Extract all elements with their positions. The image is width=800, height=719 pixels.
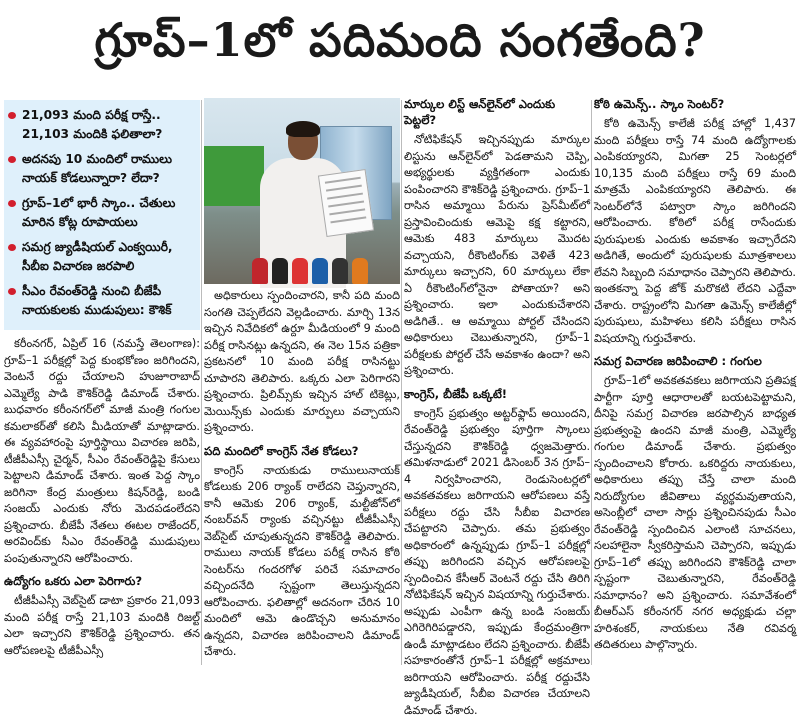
article-paragraph: కరీంనగర్, ఏప్రిల్ 16 (నమస్తే తెలంగాణ): గ్రూప్–1 పరీక్షల్లో పెద్ద కుంభకోణం జరిగిందని, వెంటనే రద్దు చేయాలని హుజూరాబాద్ ఎమ్మెల్యే పాడి కౌశిక్‌రెడ్డి డిమాండ్ చేశారు. బుధవారం కరీంనగర్‌లో మాజీ మంత్రి గంగుల కమలాకర్‌తో కలిసి మీడియాతో మాట్లాడారు. ఈ వ్యవహారంపై పూర్తిస్థాయి విచారణ జరిపి, టీజీపీఎస్సీ చైర్మన్, సీఎం రేవంత్‌రెడ్డిపై కేసులు పెట్టాలని డిమాండ్ చేశారు. ఇంత పెద్ద స్కాం జరిగినా కేంద్ర మంత్రులు కిషన్‌రెడ్డి, బండి సంజయ్ ఎందుకు నోరు మెదపడంలేదని ప్రశ్నించారు. బీజేపీ నేతలు ఈటల రాజేందర్, అరవింద్‌కు సీఎం రేవంత్‌రెడ్డి ముడుపులు పంపుతున్నారని ఆరోపించారు.: [4, 336, 200, 567]
article-paragraph: నోటిఫికేషన్ ఇచ్చినప్పుడు మార్కుల లిస్టును ఆన్‌లైన్‌లో పెడతామని చెప్పి, అభ్యర్థులకు వ్యక్తిగతంగా ఎందుకు పంపించారని కౌశిక్‌రెడ్డి ప్రశ్నించారు. గ్రూప్–1 రాసిన అమ్మాయి పేరును ప్రెస్‌మీట్‌లో ప్రస్తావించిందుకు ఆమెపై కక్ష కట్టారని, ఆమెకు 483 మార్కులు మొదట వచ్చాయని, రీకౌంటింగ్‌కు వెళితే 423 మార్కులు ఇచ్చారని, 60 మార్కులు లేకా ఏ రీకౌంటింగ్‌లోనైనా పోతాయా? అని ప్రశ్నించారు. ఇలా ఎందుకుచేశారని అడిగితే.. ఆ అమ్మాయి పోర్టల్ చేసిందని అధికారులు చెబుతున్నారని, గ్రూప్–1 పరీక్షలకు పోర్టల్ చేసే అవకాశం ఉందా? అని ప్రశ్నించారు.: [404, 132, 590, 380]
subheading: కోఠి ఉమెన్స్.. స్కాం సెంటర్?: [594, 96, 796, 112]
article-paragraph: కాంగ్రెస్ ప్రభుత్వం అట్టర్‌ఫ్లాప్ అయిందని, రేవంత్‌రెడ్డి ప్రభుత్వం పూర్తిగా స్కాంలు చేస్తున్నదని కౌశిక్‌రెడ్డి ధ్వజమెత్తారు. తమిళనాడులో 2021 డిసెంబర్ 3న గ్రూప్–4 నిర్వహించారని, రెండుసెంటర్లలో అవకతవకలు జరిగాయని ఆరోపణలు వస్తే పరీక్షలు రద్దు చేసి సీబీఐ విచారణ చేపట్టారని చెప్పారు. తమ ప్రభుత్వం అధికారంలో ఉన్నప్పుడు గ్రూప్–1 పరీక్షల్లో తప్పు జరిగిందని వచ్చిన ఆరోపణలపై స్పందించిన కేసీఆర్ వెంటనే రద్దు చేసి తిరిగి నోటిఫికేషన్ ఇచ్చిన విషయాన్ని గుర్తుచేశారు. అప్పుడు ఎంపీగా ఉన్న బండి సంజయ్ ఎగిరెగిరిపడ్డారని, ఇప్పుడు కేంద్రమంత్రిగా ఉండీ మాట్లాడటం లేదని ప్రశ్నించారు. బీజేపీ సహకారంతోనే గ్రూప్–1 పరీక్షల్లో అక్రమాలు జరిగాయని ఆరోపించారు. పరీక్ష రద్దుచేసి జ్యుడీషియల్, సీబీఐ విచారణ చేయాలని డిమాండ్ చేశారు.: [404, 406, 590, 719]
bullet-icon: [8, 156, 16, 163]
news-photo: [204, 98, 400, 284]
article-paragraph: అధికారులు స్పందించారని, కానీ పది మంది సంగతి చెప్పలేదని వెల్లడించారు. మార్చి 13న ఇచ్చిన నివేదికలో ఉర్దూ మీడియంలో 9 మంది పరీక్ష రాసినట్లు ఉన్నదని, ఈ నెల 15న పత్రికా ప్రకటనలో 10 మంది పరీక్ష రాసినట్టు చూపారని తెలిపారు. ఒక్కరు ఎలా పెరిగారని ప్రశ్నించారు. ప్రిలిమ్స్‌కు ఇచ్చిన హాల్ టికెట్లు, మెయిన్స్‌కు ఎందుకు మార్పులు వచ్చాయని ప్రశ్నించారు.: [204, 288, 400, 437]
subheading: సమగ్ర విచారణ జరిపించాలి : గంగుల: [594, 353, 796, 369]
highlights-box: [4, 100, 200, 330]
subheading: మార్కుల లిస్ట్ ఆన్‌లైన్‌లో ఎందుకు పెట్టలే?: [404, 96, 590, 128]
column-divider: [591, 100, 592, 665]
column-3: [404, 92, 590, 669]
column-4: [594, 92, 796, 669]
column-2: [204, 92, 400, 669]
photo-banner: [204, 146, 264, 206]
article-paragraph: కాంగ్రెస్ నాయకుడు రాములునాయక్ కోడలుకు 206 ర్యాంక్ రాలేదని చెప్తున్నారని, కానీ ఆమెకు 206 ర్యాంక్, మల్టీజోన్‌లో నంబర్‌వన్ ర్యాంకు వచ్చినట్టు టీజీపీఎస్సీ వెబ్‌సైట్ చూపుతున్నదని కౌశిక్‌రెడ్డి తెలిపారు. రాములు నాయక్ కోడలు పరీక్ష రాసిన కోఠి సెంటర్‌ను గందరగోళ పరిచే సమాచారం వచ్చిందనేది స్పష్టంగా తెలుస్తున్నదని ఆరోపించారు. ఫలితాల్లో అదనంగా చేరిన 10 మందిలో ఆమె ఉండొచ్చని అనుమానం ఉన్నదని, విచారణ జరిపించాలని డిమాండ్ చేశారు.: [204, 463, 400, 661]
headline-bar: [0, 0, 800, 92]
highlight-item: సీఎం రేవంత్‌రెడ్డి నుంచి బీజేపీ నాయకులకు ముడుపులు: కౌశిక్: [6, 282, 196, 320]
highlight-item: అదనపు 10 మందిలో రాములు నాయక్ కోడలున్నారా? లేదా?: [6, 150, 196, 188]
article-paragraph: టీజీపీఎస్సీ వెబ్‌సైట్ డాటా ప్రకారం 21,093 మంది పరీక్ష రాస్తే 21,103 మందికి రిజల్ట్ ఎలా ఇచ్చారని కౌశిక్‌రెడ్డి ప్రశ్నించారు. తన ఆరోపణలపై టీజీపీఎస్సీ: [4, 593, 200, 659]
column-divider: [201, 100, 202, 665]
column-1: [4, 92, 200, 669]
bullet-icon: [8, 112, 16, 119]
photo-microphones: [252, 254, 372, 284]
subheading: కాంగ్రెస్, బీజేపీ ఒక్కటే!: [404, 386, 590, 402]
bullet-icon: [8, 244, 16, 251]
headline: గ్రూప్–1లో పదిమంది సంగతేంది?: [94, 13, 705, 79]
bullet-icon: [8, 288, 16, 295]
photo-document: [318, 169, 374, 237]
article-paragraph: కోఠి ఉమెన్స్ కాలేజీ పరీక్ష హాల్లో 1,437 మంది పరీక్షలు రాస్తే 74 మంది ఉద్యోగాలకు ఎంపికయ్యారని, మిగతా 25 సెంటర్లలో 10,135 మంది పరీక్షలు రాస్తే 69 మంది మాత్రమే ఎంపికయ్యారని తెలిపారు. ఈ సెంటర్‌లోనే పట్వారా స్కాం జరిగిందని ఆరోపించారు. కోఠిలో పరీక్ష రాసేందుకు పురుషులకు ఎందుకు అవకాశం ఇచ్చారేదని అడిగితే, అందులో పురుషులకు మూత్రశాలలు లేవని సిబ్బంది సమాధానం చెప్పారని తెలిపారు. ఇంతకన్నా పెద్ద జోక్ మరొకటి లేదని ఎద్దేవా చేశారు. రాష్ట్రంలోని మిగతా ఉమెన్స్ కాలేజీల్లో పురుషులు, మహిళలు కలిసి పరీక్షలు రాసిన విషయాన్ని గుర్తుచేశారు.: [594, 116, 796, 347]
subheading: ఉద్యోగం ఒకరు ఎలా పెరిగారు?: [4, 573, 200, 589]
highlight-item: 21,093 మంది పరీక్ష రాస్తే.. 21,103 మందికి ఫలితాలా?: [6, 106, 196, 144]
bullet-icon: [8, 200, 16, 207]
column-divider: [401, 100, 402, 665]
highlight-item: సమగ్ర జ్యుడీషియల్ ఎంక్వయిరీ, సీబీఐ విచారణ జరపాలి: [6, 238, 196, 276]
subheading: పది మందిలో కాంగ్రెస్ నేత కోడలు?: [204, 443, 400, 459]
article-paragraph: గ్రూప్–1లో అవకతవకలు జరిగాయని ప్రతిపక్ష పార్టీగా పూర్తి ఆధారాలతో బయటపెట్టామని, దీనిపై సమగ్ర విచారణ జరపాల్సిన బాధ్యత ప్రభుత్వంపై ఉందని మాజీ మంత్రి, ఎమ్మెల్యే గంగుల డిమాండ్ చేశారు. ప్రభుత్వం స్పందించాలని కోరారు. ఒకరిద్దరు నాయకులు, అధికారులు తప్పు చేస్తే చాలా మంది నిరుద్యోగుల జీవితాలు వ్యర్థమవుతాయని, అసెంబ్లీలో చాలా సార్లు ప్రశ్నించినపుడు సీఎం రేవంత్‌రెడ్డి స్పందించిన ఎలాంటి సూచనలు, సలహాలైనా స్వీకరిస్తామని చెప్పారని, ఇప్పుడు గ్రూప్–1లో తప్పు జరిగిందని కౌశిక్‌రెడ్డి చాలా స్పష్టంగా చెబుతున్నారని, రేవంత్‌రెడ్డి సమాధానం? అని ప్రశ్నించారు. సమావేశంలో బీఆర్ఎస్ కరీంనగర్ నగర అధ్యక్షుడు చల్లా హరిశంకర్, నాయకులు నేతి రవివర్మ తదితరులు పాల్గొన్నారు.: [594, 373, 796, 654]
highlight-item: గ్రూప్–1లో భారీ స్కాం.. చేతులు మారిన కోట్ల రూపాయలు: [6, 194, 196, 232]
